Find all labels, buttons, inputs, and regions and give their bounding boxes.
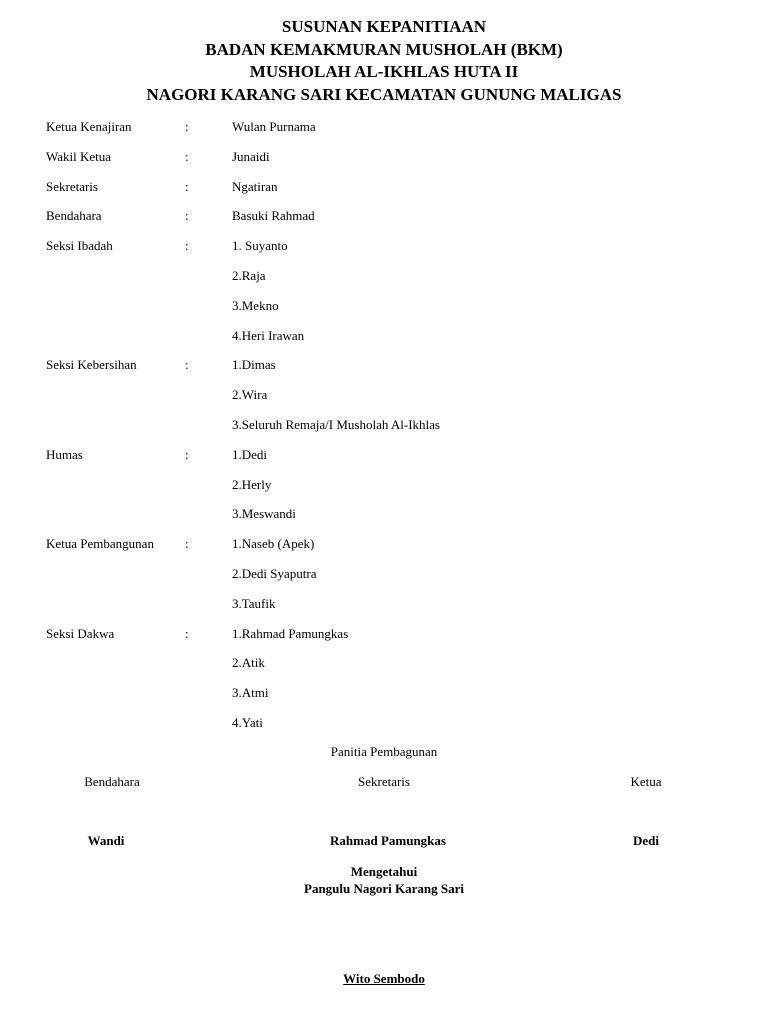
member-name: 3.Seluruh Remaja/I Musholah Al-Ikhlas xyxy=(232,417,440,432)
approval-signer: Wito Sembodo xyxy=(343,971,425,986)
chair-role: Ketua xyxy=(630,774,662,789)
role-colon: : xyxy=(185,148,189,164)
roster-row xyxy=(0,566,768,586)
roster-row xyxy=(0,387,768,407)
member-name: 4.Yati xyxy=(232,715,263,730)
role-label: Humas xyxy=(46,446,83,462)
committee-title: Panitia Pembagunan xyxy=(330,744,438,759)
member-name: 3.Atmi xyxy=(232,685,269,701)
member-name: 1.Naseb (Apek) xyxy=(232,536,315,552)
member-name: 1.Rahmad Pamungkas xyxy=(232,625,349,641)
role-label: Bendahara xyxy=(46,208,102,224)
chair-name: Dedi xyxy=(633,833,659,848)
roster-row xyxy=(0,715,768,735)
document-title xyxy=(0,16,768,106)
role-colon: : xyxy=(185,357,189,373)
treasurer-role: Bendahara xyxy=(84,774,140,789)
role-label: Sekretaris xyxy=(46,178,98,194)
member-name: 1.Dimas xyxy=(232,357,276,373)
member-name: 4.Heri Irawan xyxy=(232,327,305,343)
member-name: 1. Suyanto xyxy=(232,238,288,254)
roster-row xyxy=(0,238,768,258)
roster-row xyxy=(0,655,768,675)
roster-row xyxy=(0,298,768,318)
roster-row xyxy=(0,328,768,348)
member-name: 3.Mekno xyxy=(232,297,279,313)
roster-row xyxy=(0,119,768,139)
role-label: Wakil Ketua xyxy=(46,148,112,164)
member-name: 2.Dedi Syaputra xyxy=(232,566,317,581)
member-name: 2.Atik xyxy=(232,655,265,671)
role-label: Seksi Dakwa xyxy=(46,625,115,641)
approval-line-1: Mengetahui xyxy=(350,864,418,879)
member-name: 2.Herly xyxy=(232,476,272,492)
role-colon: : xyxy=(185,536,189,552)
treasurer-name: Wandi xyxy=(87,833,125,848)
member-name: 1.Dedi xyxy=(232,446,268,462)
role-colon: : xyxy=(185,178,189,194)
roster-row xyxy=(0,417,768,437)
member-name: 3.Meswandi xyxy=(232,506,296,522)
roster-row xyxy=(0,179,768,199)
roster-row xyxy=(0,268,768,288)
member-name: 2.Raja xyxy=(232,268,266,283)
roster-row xyxy=(0,447,768,467)
member-name: Ngatiran xyxy=(232,178,278,194)
role-label: Ketua Kenajiran xyxy=(46,119,132,134)
approval-line-2: Pangulu Nagori Karang Sari xyxy=(304,881,464,896)
role-colon: : xyxy=(185,119,189,134)
roster-row xyxy=(0,506,768,526)
role-label: Seksi Ibadah xyxy=(46,238,113,254)
roster-row xyxy=(0,626,768,646)
role-label: Ketua Pembangunan xyxy=(46,536,154,552)
title-line-3: MUSHOLAH AL-IKHLAS HUTA II xyxy=(249,62,519,81)
roster-row xyxy=(0,685,768,705)
secretary-name: Rahmad Pamungkas xyxy=(330,833,446,848)
member-name: 3.Taufik xyxy=(232,595,276,611)
member-name: Junaidi xyxy=(232,148,270,164)
role-colon: : xyxy=(185,446,189,462)
member-name: Wulan Purnama xyxy=(232,119,316,134)
title-line-2: BADAN KEMAKMURAN MUSHOLAH (BKM) xyxy=(205,39,563,59)
roster-row xyxy=(0,477,768,497)
member-name: Basuki Rahmad xyxy=(232,208,315,224)
title-line-1: SUSUNAN KEPANITIAAN xyxy=(281,17,487,36)
title-line-4: NAGORI KARANG SARI KECAMATAN GUNUNG MALIGAS xyxy=(146,84,622,104)
roster-row xyxy=(0,208,768,228)
secretary-role: Sekretaris xyxy=(358,774,410,789)
roster-row xyxy=(0,357,768,377)
role-label: Seksi Kebersihan xyxy=(46,357,137,373)
roster-row xyxy=(0,596,768,616)
member-name: 2.Wira xyxy=(232,387,268,403)
role-colon: : xyxy=(185,625,189,641)
roster-row xyxy=(0,149,768,169)
role-colon: : xyxy=(185,238,189,254)
roster-row xyxy=(0,536,768,556)
role-colon: : xyxy=(185,208,189,224)
